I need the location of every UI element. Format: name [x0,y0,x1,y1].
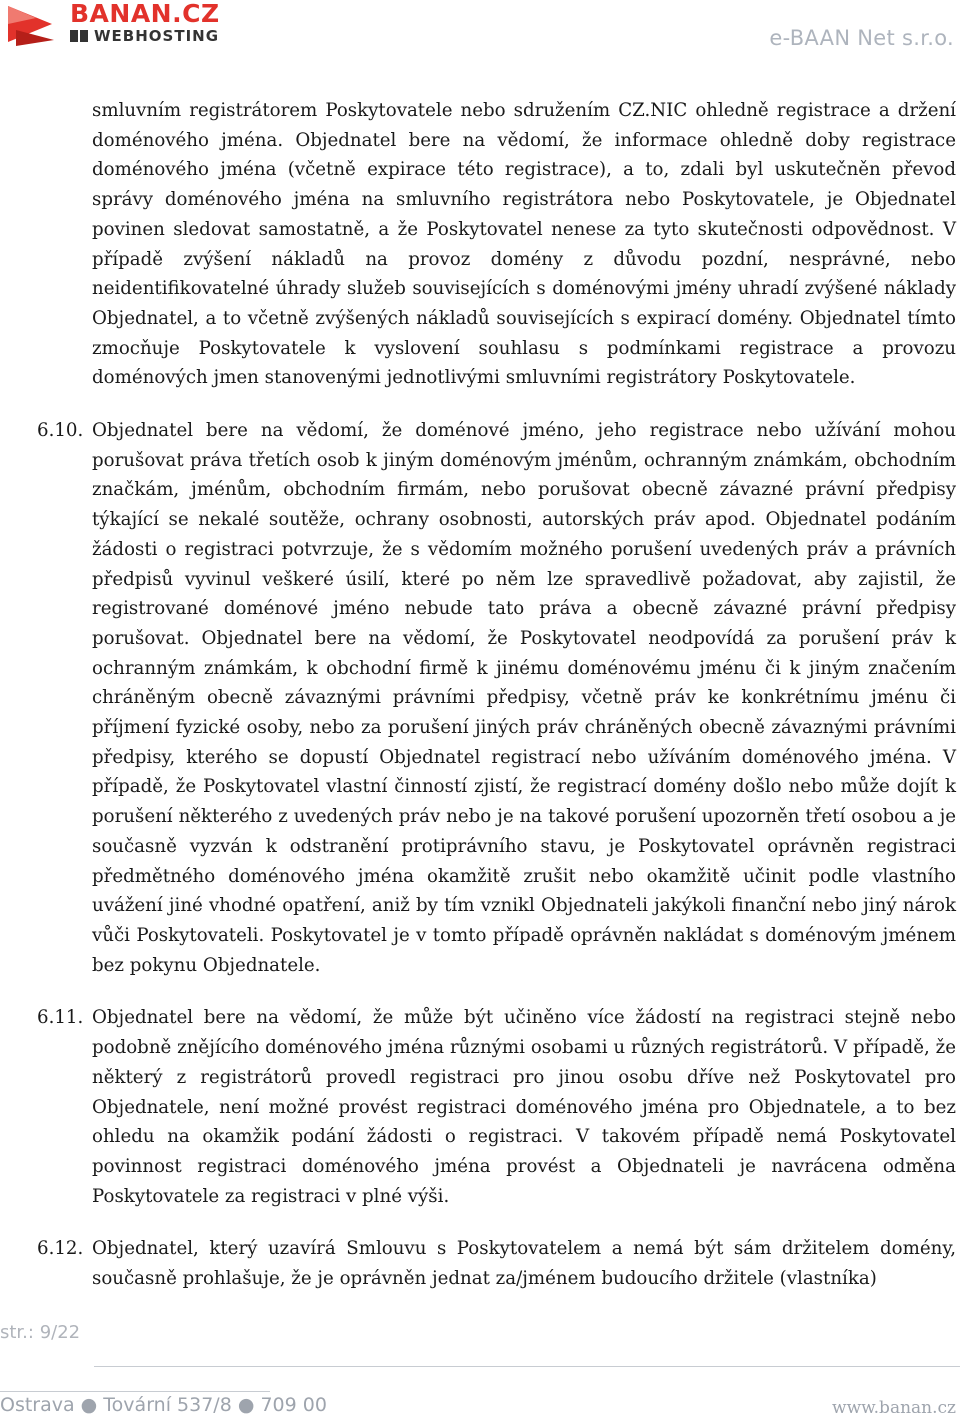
footer-address-rule [0,1391,270,1392]
paragraph-number: 6.10. [37,420,84,442]
footer-website-link[interactable]: www.banan.cz [832,1398,956,1418]
paragraph-number: 6.12. [37,1238,84,1260]
paragraph-text: Objednatel bere na vědomí, že doménové jméno, jeho registrace nebo užívání mohou porušovat práva třetích osob k jiným doménovým jménům, ochranným známkám, obchodním značkám, jménům, obchodním firmám, nebo porušovat obecně závazné právní předpisy týkající se nekalé soutěže, ochrany osobnosti, autorských práv apod. Objednatel podáním žádosti o registraci potvrzuje, že s vědomím možného porušení uvedených práv a právních předpisů vyvinul veškeré úsilí, které po něm lze spravedlivě požadovat, aby zajistil, že registrované doménové jméno nebude tato práva a obecně závazné právní předpisy porušovat. Objednatel bere na vědomí, že Poskytovatel neodpovídá za porušení práv k ochranným známkám, k obchodní firmě k jinému doménovému jménu či k jiným značením chráněným obecně závaznými právními předpisy, včetně práv ke konkrétnímu jménu či příjmení fyzické osoby, nebo za porušení jiných práv chráněných obecně závaznými právními předpisy, kterého se dopustí Objednatel registrací nebo užíváním doménového jména. V případě, že Poskytovatel vlastní činností zjistí, že registrací domény došlo nebo může dojít k porušení některého z uvedených práv nebo je na takové porušení upozorněn třetí osobou a je současně vyzván k odstranění protiprávního stavu, je Poskytovatel oprávněn registraci předmětného doménového jména okamžitě zrušit nebo okamžitě učinit podle vlastního uvážení jiné vhodné opatření, aniž by tím vznikl Objednateli jakýkoli finanční nebo jiný nárok vůči Poskytovateli. Poskytovatel je v tomto případě oprávněn nakládat s doménovým jménem bez pokynu Objednatele. [92,420,956,976]
paragraph-number: 6.11. [37,1007,84,1029]
brand-subtitle: WEBHOSTING [94,27,220,45]
paragraph-text: Objednatel, který uzavírá Smlouvu s Poskytovatelem a nemá být sám držitelem domény, současně prohlašuje, že je oprávněn jednat za/jménem budoucího držitele (vlastníka) [92,1238,956,1290]
footer-address: Ostrava ● Tovární 537/8 ● 709 00 [0,1394,327,1416]
paragraph-text: Objednatel bere na vědomí, že může být učiněno více žádostí na registraci stejně nebo podobně znějícího doménového jména různými osobami u různých registrátorů. V případě, že některý z registrátorů provedl registraci pro jinou osobu dříve než Poskytovatel pro Objednatele, není možné provést registraci doménového jména pro Objednatele, a to bez ohledu na okamžik podání žádosti o registraci. V takovém případě nemá Poskytovatel povinnost registraci doménového jména provést a Objednateli je navrácena odměna Poskytovatele za registraci v plné výši. [92,1007,956,1207]
paragraph-6-11 [0,1003,960,1211]
page-header [0,0,960,60]
company-name: e-BAAN Net s.r.o. [769,26,954,50]
paragraph-6-12 [0,1234,960,1293]
paragraph-6-10 [0,416,960,980]
brand-name: BANAN.CZ [70,0,220,28]
footer-divider [94,1366,960,1367]
page-number: str.: 9/22 [0,1322,81,1343]
banana-flag-logo-icon [6,2,66,46]
paragraph-continuation [0,96,960,393]
brand-bars-icon [70,30,90,42]
brand-logo[interactable] [6,2,246,46]
document-body [0,96,960,1294]
paragraph-text: smluvním registrátorem Poskytovatele nebo sdružením CZ.NIC ohledně registrace a držení doménového jména. Objednatel bere na vědomí, že informace ohledně doby registrace doménového jména (včetně expirace této registrace), a to, zdali byl uskutečněn převod správy doménového jména na smluvního registrátora nebo Poskytovatele, je Objednatel povinen sledovat samostatně, a že Poskytovatel nenese za tyto skutečnosti odpovědnost. V případě zvýšení nákladů na provoz domény z důvodu pozdní, nesprávné, nebo neidentifikovatelné úhrady služeb souvisejících s doménovými jmény uhradí zvýšené náklady Objednatel, a to včetně zvýšených nákladů souvisejících s expirací domény. Objednatel tímto zmocňuje Poskytovatele k vyslovení souhlasu s podmínkami registrace a provozu doménových jmen stanovenými jednotlivými smluvními registrátory Poskytovatele. [92,100,956,389]
